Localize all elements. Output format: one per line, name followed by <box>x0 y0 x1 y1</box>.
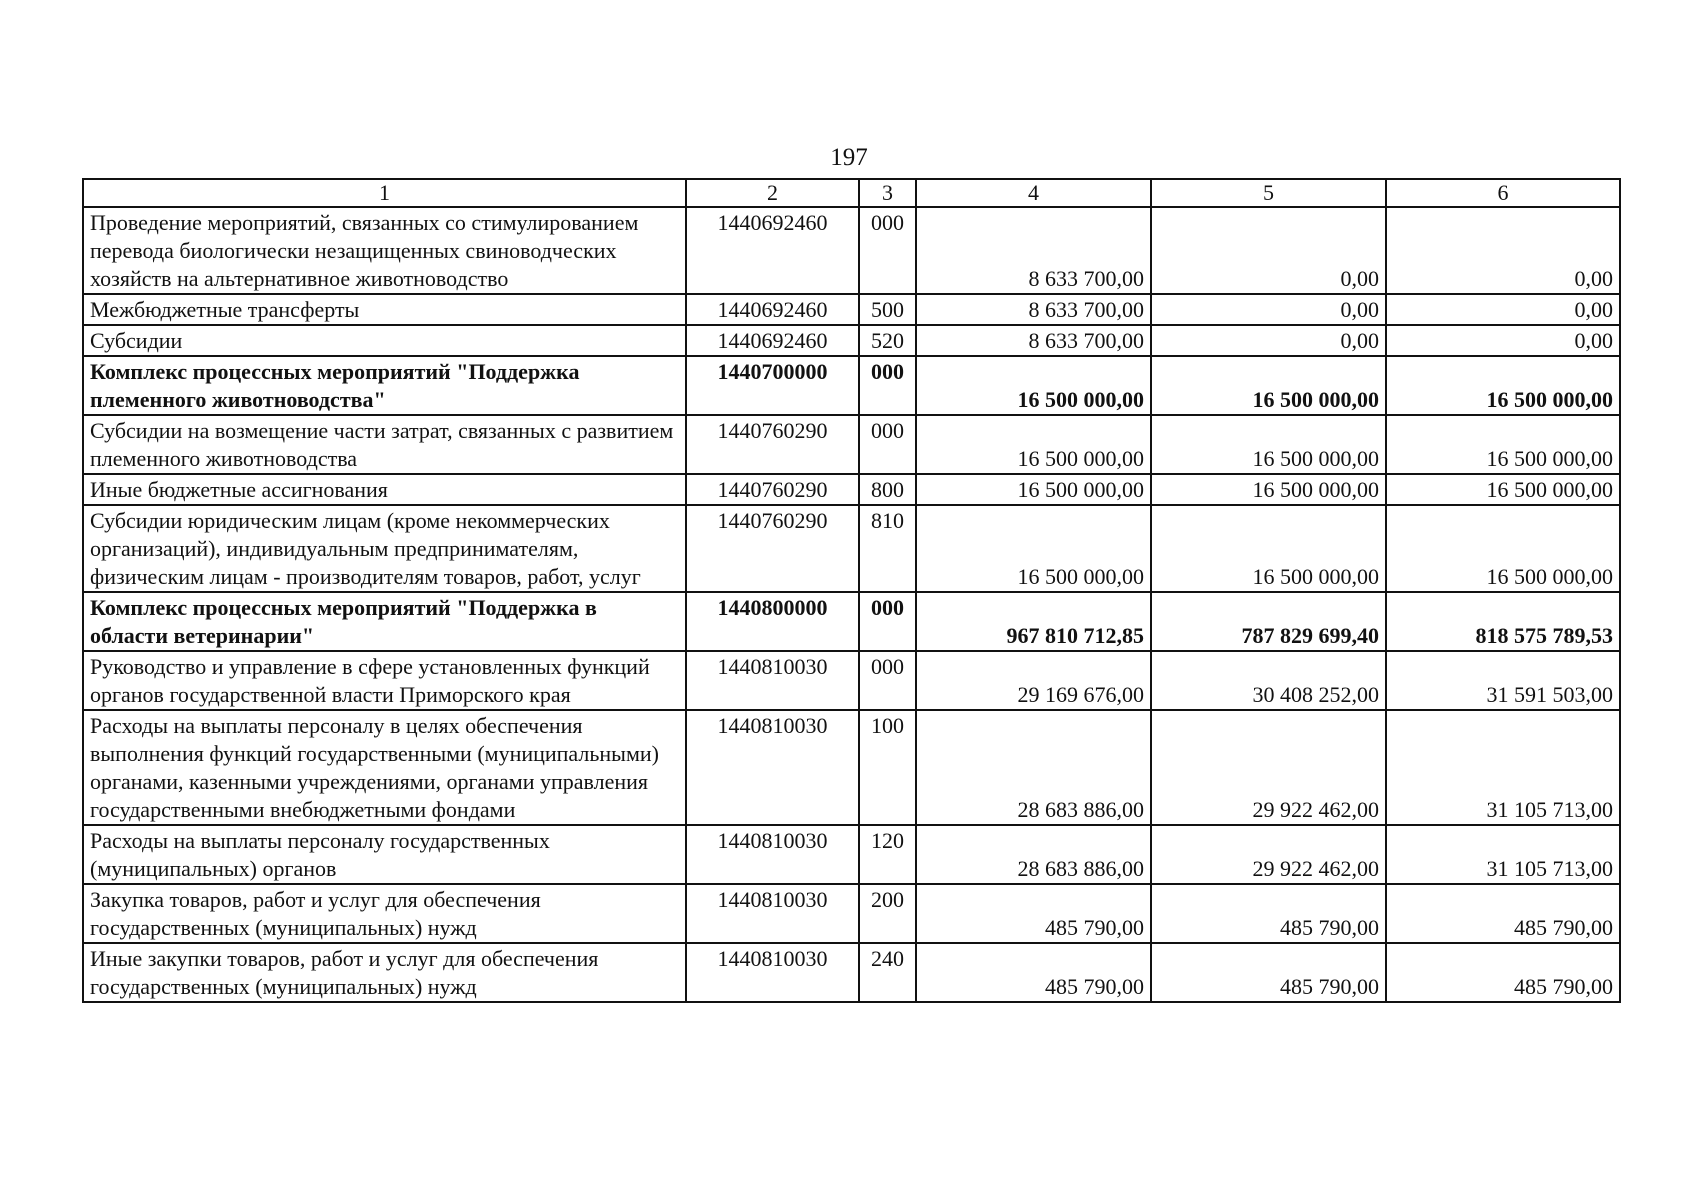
table-row <box>83 592 1620 651</box>
row-type-cell: 810 <box>859 505 916 592</box>
row-value-5-cell: 485 790,00 <box>1151 943 1386 1002</box>
row-name-cell: Руководство и управление в сфере установленных функций органов государственной власти Приморского края <box>83 651 686 710</box>
column-header-1: 1 <box>83 179 686 207</box>
column-header-5: 5 <box>1151 179 1386 207</box>
column-header-6: 6 <box>1386 179 1620 207</box>
row-value-4-cell: 8 633 700,00 <box>916 207 1151 294</box>
row-type-cell: 000 <box>859 415 916 474</box>
row-name-cell: Субсидии юридическим лицам (кроме некоммерческих организаций), индивидуальным предпринимателям, физическим лицам - производителям товаров, работ, услуг <box>83 505 686 592</box>
table-row <box>83 505 1620 592</box>
row-value-6-cell: 0,00 <box>1386 294 1620 325</box>
column-header-3: 3 <box>859 179 916 207</box>
row-value-5-cell: 30 408 252,00 <box>1151 651 1386 710</box>
row-value-6-cell: 0,00 <box>1386 325 1620 356</box>
row-code-cell: 1440692460 <box>686 207 859 294</box>
row-value-5-cell: 485 790,00 <box>1151 884 1386 943</box>
table-row <box>83 651 1620 710</box>
row-value-4-cell: 485 790,00 <box>916 884 1151 943</box>
row-value-4-cell: 28 683 886,00 <box>916 825 1151 884</box>
table-row <box>83 710 1620 825</box>
row-value-5-cell: 0,00 <box>1151 207 1386 294</box>
row-type-cell: 100 <box>859 710 916 825</box>
row-type-cell: 000 <box>859 356 916 415</box>
row-value-5-cell: 16 500 000,00 <box>1151 474 1386 505</box>
row-name-cell: Субсидии на возмещение части затрат, связанных с развитием племенного животноводства <box>83 415 686 474</box>
row-name-cell: Межбюджетные трансферты <box>83 294 686 325</box>
row-type-cell: 000 <box>859 592 916 651</box>
column-header-4: 4 <box>916 179 1151 207</box>
row-type-cell: 520 <box>859 325 916 356</box>
row-name-cell: Закупка товаров, работ и услуг для обеспечения государственных (муниципальных) нужд <box>83 884 686 943</box>
row-value-5-cell: 787 829 699,40 <box>1151 592 1386 651</box>
row-name-cell: Комплекс процессных мероприятий "Поддержка племенного животноводства" <box>83 356 686 415</box>
row-name-cell: Комплекс процессных мероприятий "Поддержка в области ветеринарии" <box>83 592 686 651</box>
table-row <box>83 825 1620 884</box>
row-type-cell: 240 <box>859 943 916 1002</box>
row-value-6-cell: 0,00 <box>1386 207 1620 294</box>
table-header-row <box>83 179 1620 207</box>
row-value-5-cell: 16 500 000,00 <box>1151 356 1386 415</box>
row-value-6-cell: 16 500 000,00 <box>1386 356 1620 415</box>
row-value-5-cell: 0,00 <box>1151 325 1386 356</box>
row-value-6-cell: 16 500 000,00 <box>1386 505 1620 592</box>
row-value-4-cell: 16 500 000,00 <box>916 505 1151 592</box>
row-code-cell: 1440810030 <box>686 651 859 710</box>
row-name-cell: Субсидии <box>83 325 686 356</box>
row-value-6-cell: 485 790,00 <box>1386 884 1620 943</box>
row-type-cell: 120 <box>859 825 916 884</box>
row-value-4-cell: 8 633 700,00 <box>916 325 1151 356</box>
budget-table <box>82 178 1621 1003</box>
row-value-5-cell: 16 500 000,00 <box>1151 415 1386 474</box>
row-code-cell: 1440760290 <box>686 415 859 474</box>
row-name-cell: Проведение мероприятий, связанных со стимулированием перевода биологически незащищенных свиноводческих хозяйств на альтернативное животноводство <box>83 207 686 294</box>
row-value-6-cell: 818 575 789,53 <box>1386 592 1620 651</box>
row-value-4-cell: 16 500 000,00 <box>916 474 1151 505</box>
table-row <box>83 474 1620 505</box>
row-name-cell: Иные бюджетные ассигнования <box>83 474 686 505</box>
row-value-6-cell: 16 500 000,00 <box>1386 474 1620 505</box>
page-number: 197 <box>830 144 868 171</box>
row-value-4-cell: 29 169 676,00 <box>916 651 1151 710</box>
row-code-cell: 1440800000 <box>686 592 859 651</box>
row-value-4-cell: 16 500 000,00 <box>916 356 1151 415</box>
row-code-cell: 1440810030 <box>686 825 859 884</box>
table-row <box>83 294 1620 325</box>
row-code-cell: 1440810030 <box>686 710 859 825</box>
row-value-6-cell: 31 105 713,00 <box>1386 710 1620 825</box>
table-row <box>83 884 1620 943</box>
row-type-cell: 000 <box>859 651 916 710</box>
table-row <box>83 943 1620 1002</box>
row-value-4-cell: 8 633 700,00 <box>916 294 1151 325</box>
row-code-cell: 1440760290 <box>686 474 859 505</box>
row-type-cell: 500 <box>859 294 916 325</box>
row-value-4-cell: 16 500 000,00 <box>916 415 1151 474</box>
row-name-cell: Иные закупки товаров, работ и услуг для обеспечения государственных (муниципальных) нужд <box>83 943 686 1002</box>
row-value-6-cell: 485 790,00 <box>1386 943 1620 1002</box>
table-row <box>83 325 1620 356</box>
row-value-6-cell: 16 500 000,00 <box>1386 415 1620 474</box>
row-value-5-cell: 0,00 <box>1151 294 1386 325</box>
row-name-cell: Расходы на выплаты персоналу государственных (муниципальных) органов <box>83 825 686 884</box>
table-row <box>83 415 1620 474</box>
row-code-cell: 1440760290 <box>686 505 859 592</box>
row-value-4-cell: 967 810 712,85 <box>916 592 1151 651</box>
row-type-cell: 000 <box>859 207 916 294</box>
column-header-2: 2 <box>686 179 859 207</box>
row-value-6-cell: 31 105 713,00 <box>1386 825 1620 884</box>
row-code-cell: 1440810030 <box>686 943 859 1002</box>
row-code-cell: 1440810030 <box>686 884 859 943</box>
table-row <box>83 207 1620 294</box>
row-value-5-cell: 16 500 000,00 <box>1151 505 1386 592</box>
row-code-cell: 1440700000 <box>686 356 859 415</box>
row-value-6-cell: 31 591 503,00 <box>1386 651 1620 710</box>
row-value-4-cell: 28 683 886,00 <box>916 710 1151 825</box>
row-type-cell: 200 <box>859 884 916 943</box>
row-type-cell: 800 <box>859 474 916 505</box>
table-row <box>83 356 1620 415</box>
row-value-4-cell: 485 790,00 <box>916 943 1151 1002</box>
row-value-5-cell: 29 922 462,00 <box>1151 710 1386 825</box>
row-code-cell: 1440692460 <box>686 325 859 356</box>
row-code-cell: 1440692460 <box>686 294 859 325</box>
row-value-5-cell: 29 922 462,00 <box>1151 825 1386 884</box>
row-name-cell: Расходы на выплаты персоналу в целях обеспечения выполнения функций государственными (муниципальными) органами, казенными учреждениями, органами управления государственными внебюджетными фондами <box>83 710 686 825</box>
